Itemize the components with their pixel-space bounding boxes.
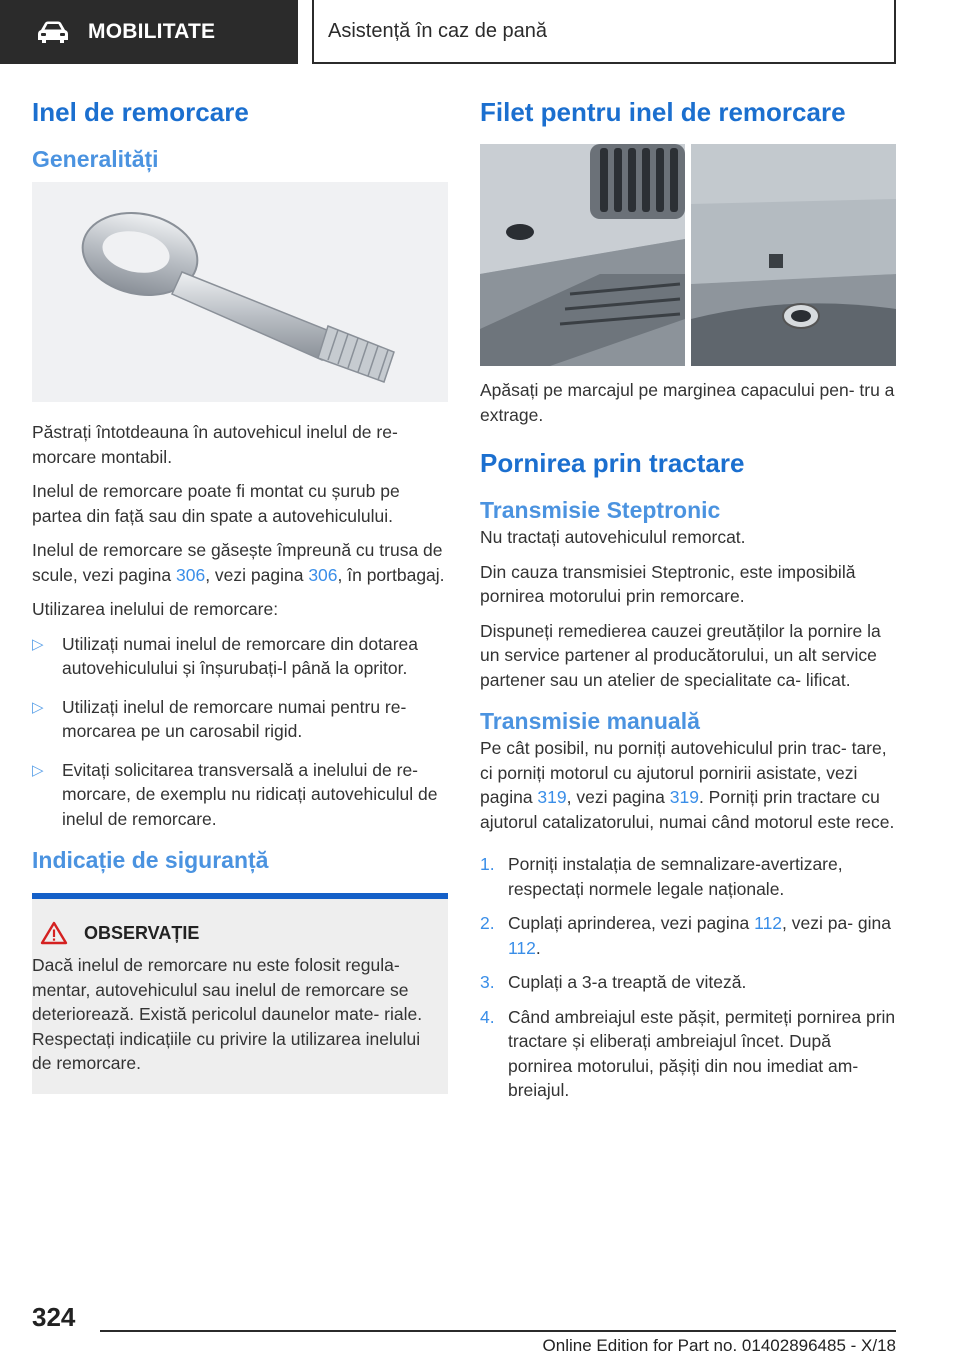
list-item: 4. Când ambreiajul este pășit, permiteți pornirea prin tractare și eliberați ambreiajul încet. După pornirea motorului, pășiți din nou imediat am- breiajul.	[480, 1006, 896, 1100]
list-item: 1. Porniți instalația de semnalizare-avertizare, respectați normele legale naționale.	[480, 854, 843, 899]
section-tab[interactable]	[0, 0, 298, 64]
page-link[interactable]: 319	[537, 787, 567, 807]
list-item: ▷ Evitați solicitarea transversală a inelului de re- morcare, de exemplu nu ridicați autovehiculul de inelul de remorcare.	[32, 759, 438, 829]
warning-title-row	[40, 921, 438, 945]
subsection-title: Asistență în caz de pană	[328, 19, 548, 42]
thread-title: Filet pentru inel de remorcare	[480, 97, 846, 127]
list-item: 2. Cuplați aprinderea, vezi pagina 112, vezi pa- gina 112.	[480, 913, 891, 958]
page-link[interactable]: 319	[669, 787, 699, 807]
tow-ring-illustration	[32, 182, 448, 402]
paragraph-usage: Utilizarea inelului de remorcare:	[32, 599, 279, 619]
list-item: ▷ Utilizați inelul de remorcare numai pentru re- morcarea pe un carosabil rigid.	[32, 696, 407, 741]
page-header	[0, 0, 960, 66]
general-heading: Generalități	[32, 146, 159, 172]
bumper-photos	[480, 144, 896, 366]
usage-list	[32, 632, 448, 832]
warning-text: Dacă inelul de remorcare nu este folosit regula- mentar, autovehiculul sau inelul de remorcare se deteriorează. Există pericolul daunelor mate- riale. Respectați indicațiile cu privire la utilizarea inelului de remorcare.	[32, 955, 423, 1073]
page-link[interactable]: 306	[175, 564, 206, 585]
triangle-bullet-icon: ▷	[32, 761, 44, 779]
paragraph-extract: Apăsați pe marcajul pe marginea capacului pen- tru a extrage.	[480, 380, 895, 425]
tow-ring-icon	[32, 182, 448, 402]
list-item: ▷ Utilizați numai inelul de remorcare din dotarea autovehiculului și înșurubați-l până la opritor.	[32, 633, 419, 678]
tow-ring-title: Inel de remorcare	[32, 97, 249, 127]
triangle-bullet-icon: ▷	[32, 698, 44, 716]
safety-heading: Indicație de siguranță	[32, 847, 269, 873]
list-item: 3. Cuplați a 3-a treaptă de viteză.	[480, 972, 747, 992]
paragraph-service: Dispuneți remedierea cauzei greutăților la pornire la un service partener al producătorului, un alt service partener sau un atelier de specialitate ca- lificat.	[480, 620, 881, 690]
paragraph-keep: Păstrați întotdeauna în autovehicul inelul de re- morcare montabil.	[32, 422, 398, 467]
subsection-box	[312, 0, 896, 64]
edition-text: Online Edition for Part no. 01402896485 - X/18	[542, 1336, 896, 1355]
paragraph-manual: Pe cât posibil, nu porniți autovehiculul prin trac- tare, ci porniți motorul cu ajutorul pornirii asistate, vezi pagina 319, vezi pagina 319. Porniți prin tractare cu ajutorul catalizatorului, numai când motorul este rece.	[480, 738, 895, 832]
warning-triangle-icon	[40, 921, 68, 945]
paragraph-location: Inelul de remorcare se găsește împreună cu trusa de scule, vezi pagina 306, vezi pagina 306, în portbagaj.	[32, 540, 445, 585]
paragraph-no-tow: Nu tractați autovehiculul remorcat.	[480, 527, 746, 547]
warning-box	[32, 893, 448, 1094]
page-number: 324	[32, 1302, 76, 1332]
left-column	[32, 96, 448, 1094]
triangle-bullet-icon: ▷	[32, 635, 44, 653]
tow-start-title: Pornirea prin tractare	[480, 448, 745, 478]
paragraph-mount: Inelul de remorcare poate fi montat cu șurub pe partea din față sau din spate a autovehiculului.	[32, 481, 400, 526]
steptronic-heading: Transmisie Steptronic	[480, 497, 721, 523]
page-link[interactable]: 112	[508, 937, 536, 958]
front-bumper-photo	[480, 144, 685, 366]
page-link[interactable]: 112	[754, 913, 783, 933]
manual-heading: Transmisie manuală	[480, 708, 700, 734]
rear-bumper-photo	[691, 144, 896, 366]
paragraph-impossible: Din cauza transmisiei Steptronic, este imposibilă pornirea motorului prin remorcare.	[480, 561, 856, 606]
section-title: MOBILITATE	[88, 20, 216, 43]
steps-list	[480, 852, 896, 1103]
right-column	[480, 96, 896, 1113]
page-footer	[0, 1296, 960, 1362]
page-link[interactable]: 306	[308, 564, 338, 585]
warning-title: OBSERVAȚIE	[84, 922, 200, 943]
car-icon	[36, 20, 70, 44]
footer-divider	[100, 1330, 896, 1332]
